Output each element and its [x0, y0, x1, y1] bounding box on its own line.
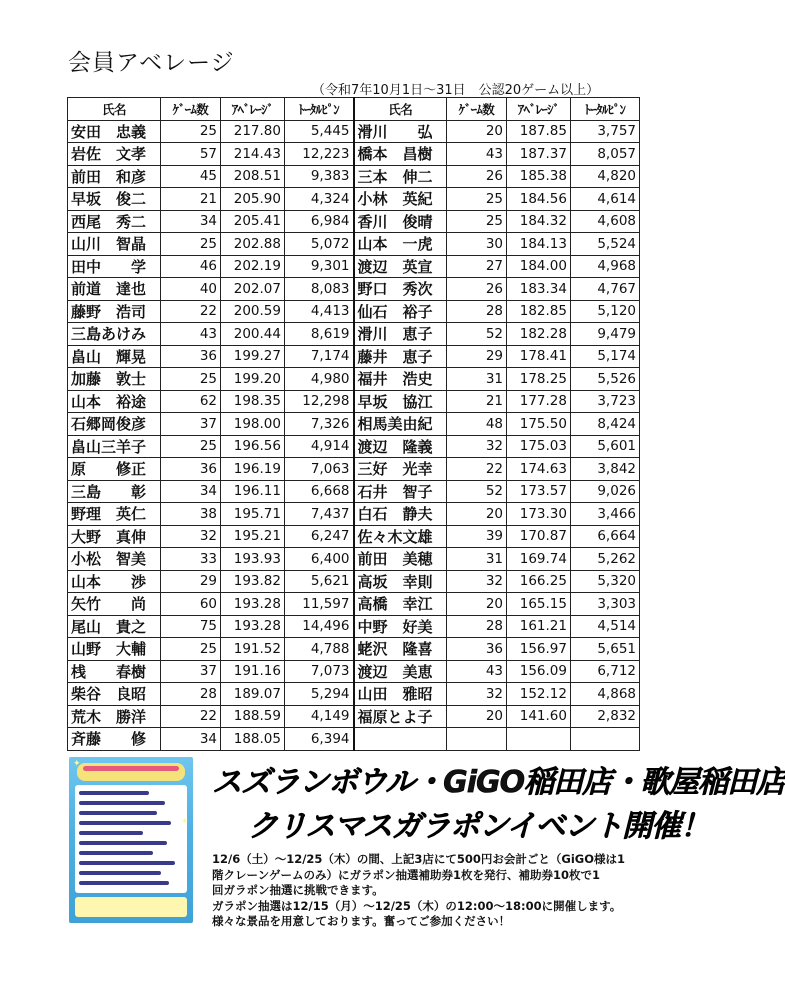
average-score: 217.80 — [221, 120, 285, 143]
game-count: 22 — [447, 458, 507, 481]
header-total-pins: ﾄｰﾀﾙﾋﾟﾝ — [571, 98, 640, 121]
member-name: 福井 浩史 — [354, 368, 447, 391]
member-name: 白石 静夫 — [354, 503, 447, 526]
average-score: 156.09 — [507, 660, 571, 683]
table-row — [68, 683, 640, 706]
game-count: 28 — [447, 300, 507, 323]
total-pins: 4,868 — [571, 683, 640, 706]
average-score: 184.13 — [507, 233, 571, 256]
total-pins: 3,757 — [571, 120, 640, 143]
total-pins: 4,608 — [571, 210, 640, 233]
member-name: 山川 智晶 — [68, 233, 161, 256]
event-description — [212, 852, 632, 930]
game-count: 25 — [161, 120, 221, 143]
member-name: 石井 智子 — [354, 480, 447, 503]
game-count: 22 — [161, 300, 221, 323]
average-score: 188.59 — [221, 705, 285, 728]
total-pins: 5,320 — [571, 570, 640, 593]
game-count: 31 — [447, 368, 507, 391]
table-row — [68, 705, 640, 728]
member-name: 石郷岡俊彦 — [68, 413, 161, 436]
game-count: 48 — [447, 413, 507, 436]
game-count: 20 — [447, 705, 507, 728]
average-score: 202.07 — [221, 278, 285, 301]
game-count: 20 — [447, 503, 507, 526]
game-count: 25 — [161, 435, 221, 458]
average-score: 193.28 — [221, 615, 285, 638]
table-row — [68, 188, 640, 211]
average-score: 191.52 — [221, 638, 285, 661]
game-count: 46 — [161, 255, 221, 278]
total-pins: 12,223 — [285, 143, 354, 166]
member-name: 山野 大輔 — [68, 638, 161, 661]
average-score: 174.63 — [507, 458, 571, 481]
game-count: 25 — [447, 210, 507, 233]
game-count: 32 — [161, 525, 221, 548]
average-score: 191.16 — [221, 660, 285, 683]
average-score: 188.05 — [221, 728, 285, 751]
member-name: 畠山三羊子 — [68, 435, 161, 458]
member-name: 西尾 秀二 — [68, 210, 161, 233]
member-name: 野理 英仁 — [68, 503, 161, 526]
member-name: 渡辺 美恵 — [354, 660, 447, 683]
average-score: 198.00 — [221, 413, 285, 436]
member-name: 岩佐 文孝 — [68, 143, 161, 166]
member-name — [354, 728, 447, 751]
header-average: ｱﾍﾞﾚｰｼﾞ — [507, 98, 571, 121]
member-name: 荒木 勝洋 — [68, 705, 161, 728]
average-score: 175.50 — [507, 413, 571, 436]
average-score: 170.87 — [507, 525, 571, 548]
total-pins: 4,980 — [285, 368, 354, 391]
event-poster-image: ✦ ✦ — [69, 757, 193, 923]
game-count: 28 — [447, 615, 507, 638]
header-total-pins: ﾄｰﾀﾙﾋﾟﾝ — [285, 98, 354, 121]
member-name: 大野 真伸 — [68, 525, 161, 548]
table-row — [68, 570, 640, 593]
game-count: 34 — [161, 728, 221, 751]
average-score: 173.30 — [507, 503, 571, 526]
total-pins: 7,174 — [285, 345, 354, 368]
table-row — [68, 255, 640, 278]
total-pins: 6,712 — [571, 660, 640, 683]
page-title: 会員アベレージ — [68, 50, 235, 76]
total-pins: 6,984 — [285, 210, 354, 233]
member-name: 前道 達也 — [68, 278, 161, 301]
member-name: 前田 和彦 — [68, 165, 161, 188]
table-row — [68, 435, 640, 458]
game-count: 31 — [447, 548, 507, 571]
total-pins: 5,174 — [571, 345, 640, 368]
event-line: 様々な景品を用意しております。奮ってご参加ください！ — [212, 914, 511, 928]
header-name: 氏名 — [354, 98, 447, 121]
member-name: 仙石 裕子 — [354, 300, 447, 323]
member-name: 早坂 協江 — [354, 390, 447, 413]
member-name: 前田 美穂 — [354, 548, 447, 571]
game-count: 60 — [161, 593, 221, 616]
event-line: 12/6（土）～12/25（木）の間、上記3店にて500円お会計ごと（GiGO様は1 — [212, 852, 626, 866]
total-pins: 8,083 — [285, 278, 354, 301]
average-score: 189.07 — [221, 683, 285, 706]
average-score: 182.28 — [507, 323, 571, 346]
average-score: 202.19 — [221, 255, 285, 278]
game-count: 25 — [161, 638, 221, 661]
table-row — [68, 278, 640, 301]
total-pins: 6,247 — [285, 525, 354, 548]
member-name: 柴谷 良昭 — [68, 683, 161, 706]
average-score: 175.03 — [507, 435, 571, 458]
total-pins: 4,767 — [571, 278, 640, 301]
total-pins: 8,619 — [285, 323, 354, 346]
event-line: ガラポン抽選は12/15（月）～12/25（木）の12:00～18:00に開催します。 — [212, 898, 622, 913]
total-pins: 6,664 — [571, 525, 640, 548]
game-count: 52 — [447, 480, 507, 503]
game-count: 26 — [447, 278, 507, 301]
member-name: 蛯沢 隆喜 — [354, 638, 447, 661]
game-count: 43 — [447, 143, 507, 166]
average-score: 152.12 — [507, 683, 571, 706]
total-pins: 3,723 — [571, 390, 640, 413]
average-score: 165.15 — [507, 593, 571, 616]
game-count: 22 — [161, 705, 221, 728]
member-name: 高坂 幸則 — [354, 570, 447, 593]
header-games: ｹﾞｰﾑ数 — [161, 98, 221, 121]
table-row — [68, 728, 640, 751]
total-pins: 6,394 — [285, 728, 354, 751]
table-row — [68, 593, 640, 616]
total-pins: 9,383 — [285, 165, 354, 188]
game-count: 36 — [161, 458, 221, 481]
total-pins: 4,788 — [285, 638, 354, 661]
game-count: 29 — [161, 570, 221, 593]
game-count: 40 — [161, 278, 221, 301]
game-count: 32 — [447, 435, 507, 458]
member-name: 滑川 恵子 — [354, 323, 447, 346]
header-games: ｹﾞｰﾑ数 — [447, 98, 507, 121]
average-score: 185.38 — [507, 165, 571, 188]
total-pins: 9,479 — [571, 323, 640, 346]
average-score: 195.21 — [221, 525, 285, 548]
header-average: ｱﾍﾞﾚｰｼﾞ — [221, 98, 285, 121]
table-row — [68, 413, 640, 436]
member-name: 加藤 敦士 — [68, 368, 161, 391]
event-title-line2: クリスマスガラポンイベント開催！ — [248, 809, 710, 844]
table-row — [68, 233, 640, 256]
member-name: 三本 伸二 — [354, 165, 447, 188]
game-count: 43 — [161, 323, 221, 346]
total-pins: 4,413 — [285, 300, 354, 323]
member-name: 藤野 浩司 — [68, 300, 161, 323]
table-row — [68, 638, 640, 661]
game-count: 34 — [161, 210, 221, 233]
game-count: 45 — [161, 165, 221, 188]
total-pins: 8,057 — [571, 143, 640, 166]
total-pins: 7,063 — [285, 458, 354, 481]
total-pins: 5,445 — [285, 120, 354, 143]
average-score: 156.97 — [507, 638, 571, 661]
member-name: 佐々木文雄 — [354, 525, 447, 548]
average-score: 184.00 — [507, 255, 571, 278]
member-name: 三島 彰 — [68, 480, 161, 503]
member-name: 三好 光幸 — [354, 458, 447, 481]
average-score: 177.28 — [507, 390, 571, 413]
member-name: 原 修正 — [68, 458, 161, 481]
total-pins: 4,968 — [571, 255, 640, 278]
game-count: 57 — [161, 143, 221, 166]
member-name: 野口 秀次 — [354, 278, 447, 301]
average-table — [67, 97, 640, 751]
table-row — [68, 615, 640, 638]
total-pins: 3,303 — [571, 593, 640, 616]
member-name: 山本 渉 — [68, 570, 161, 593]
average-score: 141.60 — [507, 705, 571, 728]
period-subtitle: （令和7年10月1日～31日 公認20ゲーム以上） — [312, 83, 600, 98]
total-pins: 5,072 — [285, 233, 354, 256]
total-pins: 5,120 — [571, 300, 640, 323]
total-pins: 3,466 — [571, 503, 640, 526]
table-row — [68, 368, 640, 391]
average-score: 199.27 — [221, 345, 285, 368]
total-pins: 6,668 — [285, 480, 354, 503]
average-score: 200.59 — [221, 300, 285, 323]
member-name: 尾山 貴之 — [68, 615, 161, 638]
member-name: 山本 一虎 — [354, 233, 447, 256]
average-score: 193.28 — [221, 593, 285, 616]
average-score: 195.71 — [221, 503, 285, 526]
table-row — [68, 345, 640, 368]
average-score: 166.25 — [507, 570, 571, 593]
table-row — [68, 480, 640, 503]
member-name: 早坂 俊二 — [68, 188, 161, 211]
game-count: 25 — [161, 233, 221, 256]
member-name: 小松 智美 — [68, 548, 161, 571]
member-name: 相馬美由紀 — [354, 413, 447, 436]
total-pins: 7,326 — [285, 413, 354, 436]
game-count: 75 — [161, 615, 221, 638]
table-row — [68, 165, 640, 188]
member-name: 山田 雅昭 — [354, 683, 447, 706]
total-pins: 4,149 — [285, 705, 354, 728]
game-count: 38 — [161, 503, 221, 526]
total-pins: 5,621 — [285, 570, 354, 593]
game-count: 20 — [447, 120, 507, 143]
member-name: 畠山 輝晃 — [68, 345, 161, 368]
member-name: 藤井 恵子 — [354, 345, 447, 368]
average-score: 205.90 — [221, 188, 285, 211]
event-line: 回ガラポン抽選に挑戦できます。 — [212, 883, 384, 897]
game-count: 21 — [161, 188, 221, 211]
average-score: 169.74 — [507, 548, 571, 571]
total-pins: 8,424 — [571, 413, 640, 436]
game-count: 34 — [161, 480, 221, 503]
total-pins: 5,601 — [571, 435, 640, 458]
total-pins: 5,651 — [571, 638, 640, 661]
average-score: 187.85 — [507, 120, 571, 143]
total-pins: 2,832 — [571, 705, 640, 728]
total-pins: 11,597 — [285, 593, 354, 616]
member-name: 山本 裕途 — [68, 390, 161, 413]
table-row — [68, 143, 640, 166]
table-row — [68, 458, 640, 481]
game-count: 32 — [447, 570, 507, 593]
average-score: 205.41 — [221, 210, 285, 233]
game-count: 25 — [161, 368, 221, 391]
member-name: 滑川 弘 — [354, 120, 447, 143]
game-count: 36 — [447, 638, 507, 661]
average-score: 184.56 — [507, 188, 571, 211]
member-name: 小林 英紀 — [354, 188, 447, 211]
member-name: 桟 春樹 — [68, 660, 161, 683]
table-header-row — [68, 98, 640, 121]
average-score: 196.11 — [221, 480, 285, 503]
total-pins: 3,842 — [571, 458, 640, 481]
total-pins: 9,301 — [285, 255, 354, 278]
average-score: 196.19 — [221, 458, 285, 481]
member-name: 高橋 幸江 — [354, 593, 447, 616]
total-pins: 4,820 — [571, 165, 640, 188]
total-pins: 7,437 — [285, 503, 354, 526]
member-name: 矢竹 尚 — [68, 593, 161, 616]
average-score: 193.93 — [221, 548, 285, 571]
table-row — [68, 660, 640, 683]
member-name: 安田 忠義 — [68, 120, 161, 143]
game-count: 33 — [161, 548, 221, 571]
average-score: 200.44 — [221, 323, 285, 346]
total-pins: 14,496 — [285, 615, 354, 638]
average-score: 208.51 — [221, 165, 285, 188]
game-count: 29 — [447, 345, 507, 368]
member-name: 福原とよ子 — [354, 705, 447, 728]
total-pins: 5,526 — [571, 368, 640, 391]
average-score: 199.20 — [221, 368, 285, 391]
average-score: 187.37 — [507, 143, 571, 166]
table-row — [68, 525, 640, 548]
member-name: 斉藤 修 — [68, 728, 161, 751]
header-name: 氏名 — [68, 98, 161, 121]
total-pins: 9,026 — [571, 480, 640, 503]
game-count: 20 — [447, 593, 507, 616]
total-pins: 4,324 — [285, 188, 354, 211]
member-name: 渡辺 隆義 — [354, 435, 447, 458]
member-name: 中野 好美 — [354, 615, 447, 638]
table-row — [68, 548, 640, 571]
game-count: 37 — [161, 413, 221, 436]
game-count: 62 — [161, 390, 221, 413]
average-score: 178.41 — [507, 345, 571, 368]
average-score: 193.82 — [221, 570, 285, 593]
game-count: 26 — [447, 165, 507, 188]
game-count: 37 — [161, 660, 221, 683]
event-title-line1: スズランボウル・GiGO稲田店・歌屋稲田店 — [212, 765, 785, 800]
average-score: 198.35 — [221, 390, 285, 413]
member-name: 三島あけみ — [68, 323, 161, 346]
average-score: 182.85 — [507, 300, 571, 323]
game-count: 28 — [161, 683, 221, 706]
average-score: 196.56 — [221, 435, 285, 458]
member-name: 橋本 昌樹 — [354, 143, 447, 166]
table-body — [68, 120, 640, 750]
game-count: 27 — [447, 255, 507, 278]
total-pins: 4,614 — [571, 188, 640, 211]
table-row — [68, 390, 640, 413]
total-pins: 5,294 — [285, 683, 354, 706]
member-name: 田中 学 — [68, 255, 161, 278]
total-pins: 12,298 — [285, 390, 354, 413]
game-count: 43 — [447, 660, 507, 683]
game-count: 39 — [447, 525, 507, 548]
total-pins: 7,073 — [285, 660, 354, 683]
member-name: 香川 俊晴 — [354, 210, 447, 233]
game-count: 32 — [447, 683, 507, 706]
total-pins: 6,400 — [285, 548, 354, 571]
total-pins: 5,524 — [571, 233, 640, 256]
table-row — [68, 120, 640, 143]
game-count: 52 — [447, 323, 507, 346]
game-count: 30 — [447, 233, 507, 256]
average-score: 161.21 — [507, 615, 571, 638]
game-count — [447, 728, 507, 751]
table-row — [68, 323, 640, 346]
total-pins: 4,514 — [571, 615, 640, 638]
member-name: 渡辺 英宣 — [354, 255, 447, 278]
average-score: 184.32 — [507, 210, 571, 233]
average-score: 173.57 — [507, 480, 571, 503]
table-row — [68, 300, 640, 323]
game-count: 25 — [447, 188, 507, 211]
event-line: 階クレーンゲームのみ）にガラポン抽選補助券1枚を発行、補助券10枚で1 — [212, 867, 601, 882]
average-score: 214.43 — [221, 143, 285, 166]
game-count: 21 — [447, 390, 507, 413]
total-pins: 5,262 — [571, 548, 640, 571]
average-score: 202.88 — [221, 233, 285, 256]
total-pins: 4,914 — [285, 435, 354, 458]
table-row — [68, 210, 640, 233]
game-count: 36 — [161, 345, 221, 368]
average-score: 178.25 — [507, 368, 571, 391]
average-score: 183.34 — [507, 278, 571, 301]
average-score — [507, 728, 571, 751]
table-row — [68, 503, 640, 526]
total-pins — [571, 728, 640, 751]
